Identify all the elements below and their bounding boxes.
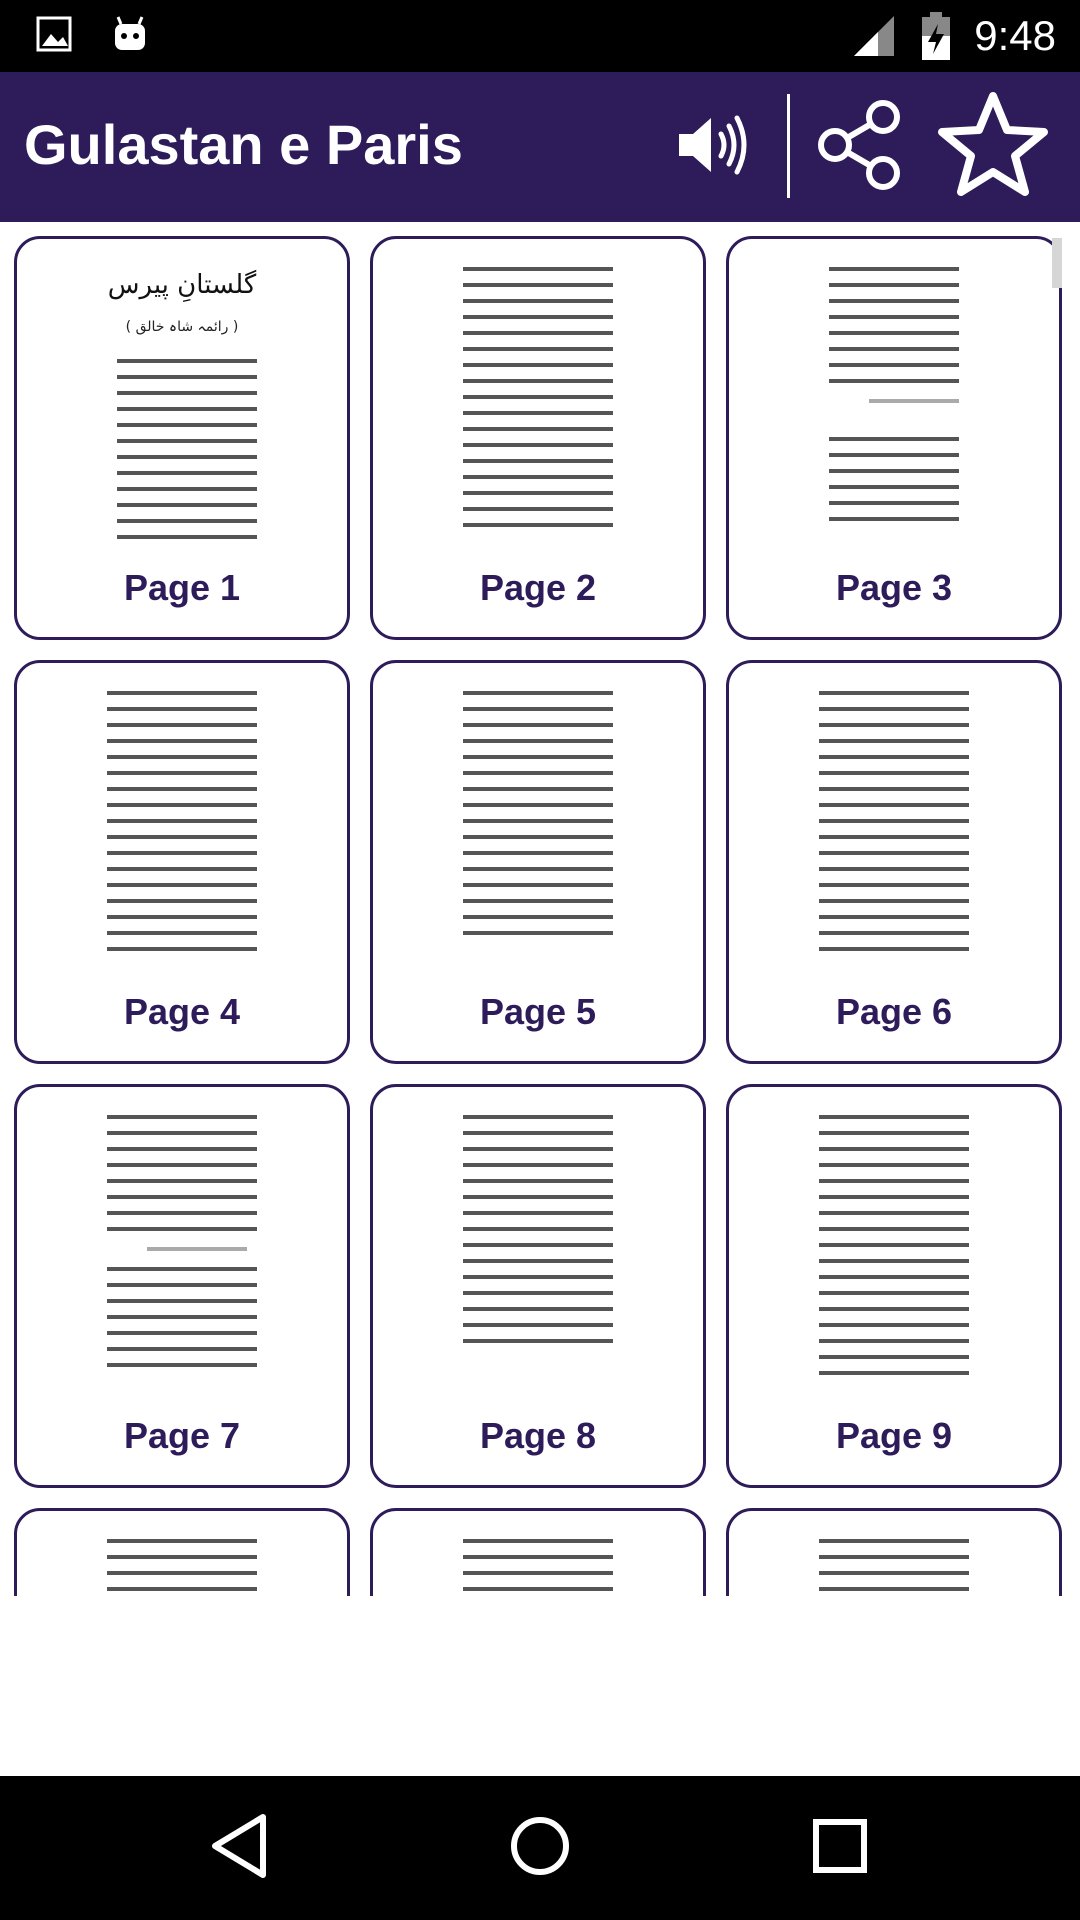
status-bar	[0, 0, 1080, 72]
page-label: Page 6	[835, 991, 953, 1032]
page-thumbnail	[403, 253, 673, 553]
page-card[interactable]	[14, 236, 350, 640]
recents-icon	[805, 1811, 875, 1886]
star-icon	[938, 90, 1048, 205]
page-card[interactable]	[726, 236, 1062, 640]
favorite-button[interactable]	[938, 92, 1048, 202]
page-card[interactable]	[726, 660, 1062, 1064]
page-card[interactable]	[370, 1084, 706, 1488]
back-button[interactable]	[190, 1798, 290, 1898]
home-button[interactable]	[490, 1798, 590, 1898]
page-card[interactable]	[14, 1508, 350, 1596]
page-card[interactable]	[370, 660, 706, 1064]
page-card[interactable]	[370, 236, 706, 640]
clock: 9:48	[974, 12, 1056, 59]
page-thumbnail	[759, 1525, 1029, 1596]
page-label: Page 4	[123, 991, 241, 1032]
page-card[interactable]	[726, 1508, 1062, 1596]
page-label: Page 9	[835, 1415, 953, 1456]
page-thumbnail	[403, 1101, 673, 1401]
app-bar-divider	[787, 94, 790, 198]
app-title: Gulastan e Paris	[24, 113, 463, 176]
page-label: Page 5	[479, 991, 597, 1032]
app-bar	[0, 72, 1080, 222]
book-title: گلستانِ پیرس	[107, 270, 257, 300]
page-label: Page 7	[123, 1415, 241, 1456]
page-thumbnail	[47, 253, 317, 553]
page-label: Page 8	[479, 1415, 597, 1456]
volume-icon	[675, 110, 755, 185]
page-thumbnail	[759, 1101, 1029, 1401]
page-label: Page 3	[835, 567, 953, 608]
scrollbar[interactable]	[1052, 238, 1062, 288]
image-icon	[36, 14, 72, 59]
page-thumbnail	[403, 677, 673, 977]
page-card[interactable]	[14, 1084, 350, 1488]
battery-charging-icon	[922, 12, 950, 65]
page-card[interactable]	[14, 660, 350, 1064]
page-thumbnail	[47, 677, 317, 977]
recents-button[interactable]	[790, 1798, 890, 1898]
page-thumbnail	[403, 1525, 673, 1596]
page-card[interactable]	[370, 1508, 706, 1596]
android-icon	[112, 14, 148, 59]
page-thumbnail	[759, 677, 1029, 977]
page-grid	[14, 236, 1066, 1596]
page-card[interactable]	[726, 1084, 1062, 1488]
page-thumbnail	[47, 1101, 317, 1401]
page-label: Page 1	[123, 567, 241, 608]
share-icon	[811, 97, 907, 198]
signal-icon	[852, 14, 896, 63]
book-author: ( رائمہ شاہ خالق )	[125, 319, 239, 335]
navigation-bar	[0, 1776, 1080, 1920]
home-icon	[505, 1811, 575, 1886]
page-label: Page 2	[479, 567, 597, 608]
volume-button[interactable]	[660, 92, 770, 202]
page-thumbnail	[759, 253, 1029, 553]
back-icon	[205, 1811, 275, 1886]
page-thumbnail	[47, 1525, 317, 1596]
share-button[interactable]	[804, 92, 914, 202]
